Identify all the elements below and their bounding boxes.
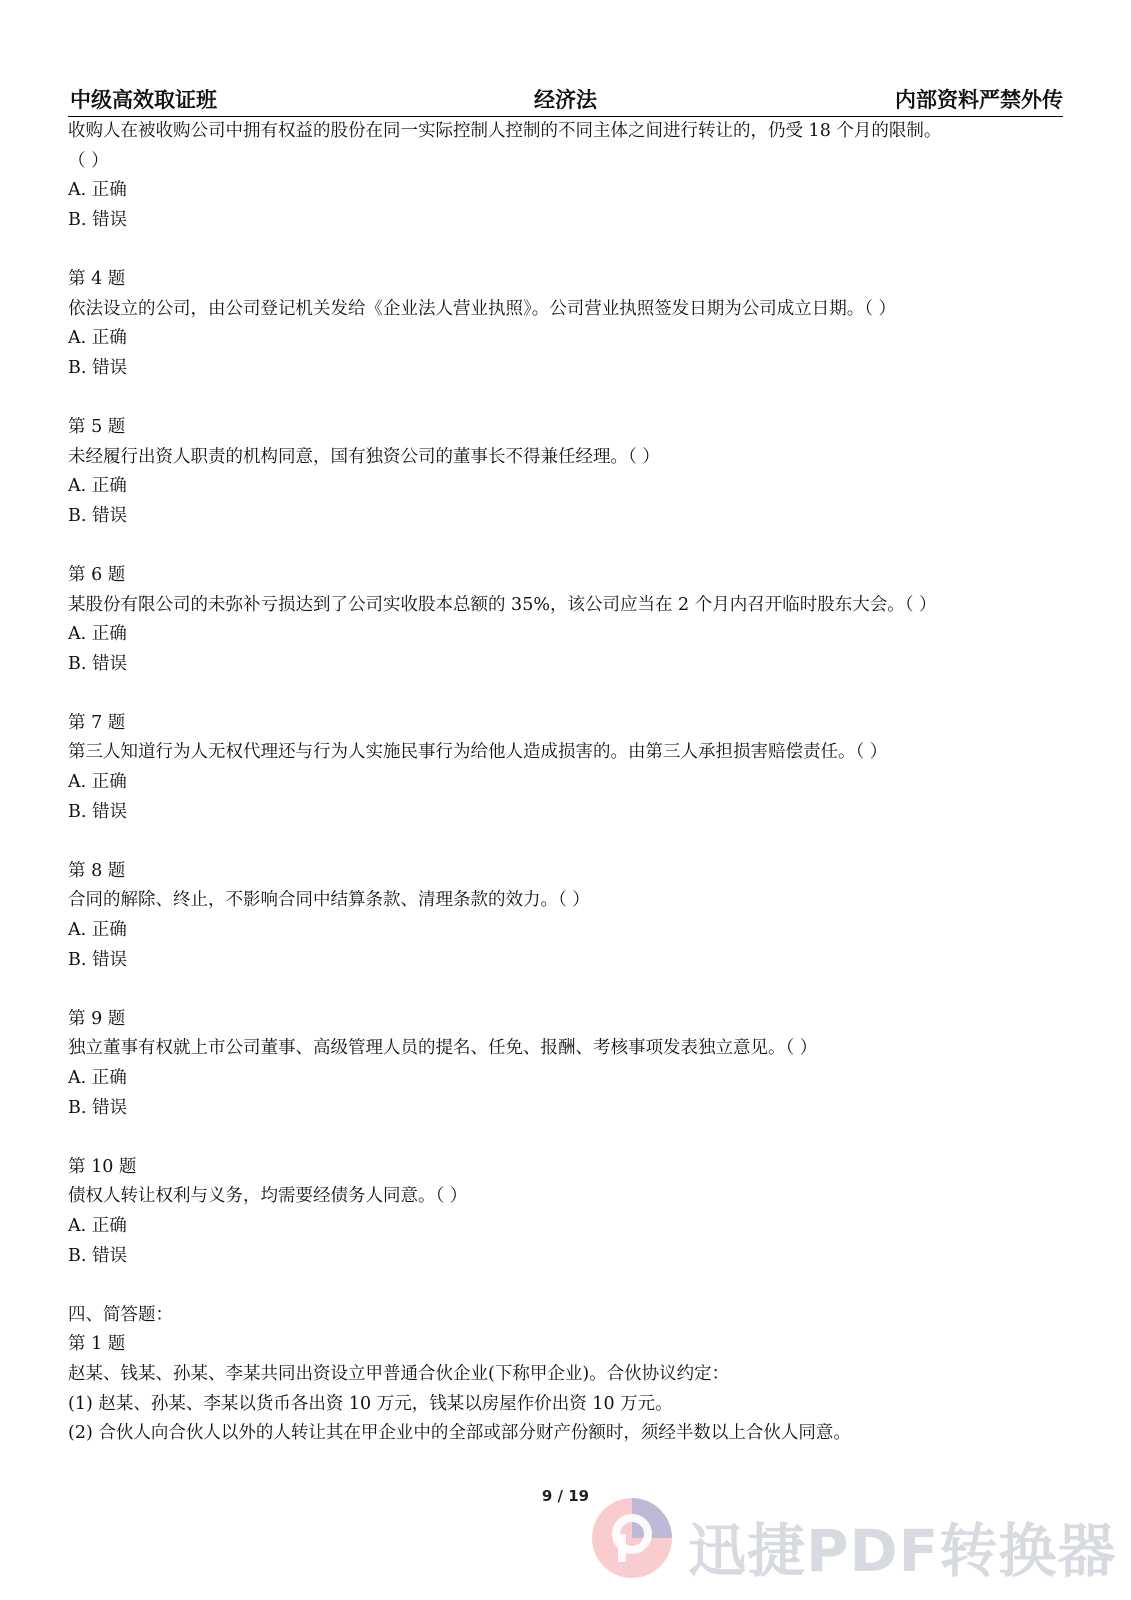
text-line: 第 9 题 [68, 1008, 126, 1029]
text-line: 独立董事有权就上市公司董事、高级管理人员的提名、任免、报酬、考核事项发表独立意见。（ ） [68, 1038, 818, 1059]
blank-line [68, 383, 1063, 413]
text-line: 第 6 题 [68, 564, 126, 585]
text-line: 第 1 题 [68, 1334, 126, 1355]
text-line: (2) 合伙人向合伙人以外的人转让其在甲企业中的全部或部分财产份额时，须经半数以上合伙人同意。 [68, 1423, 851, 1444]
text-line: A. 正确 [68, 1068, 127, 1088]
text-line: B. 错误 [68, 653, 127, 674]
text-line: （ ） [68, 150, 109, 171]
document-body [68, 117, 1063, 1449]
text-line: 四、简答题： [68, 1304, 173, 1325]
text-line: 第 10 题 [68, 1156, 137, 1177]
text-line: 第 4 题 [68, 268, 126, 289]
text-line: A. 正确 [68, 328, 127, 349]
xunjie-logo-icon [588, 1494, 676, 1582]
text-line: A. 正确 [68, 920, 127, 941]
page-number: 9 / 19 [541, 1487, 590, 1505]
text-line: B. 错误 [68, 1245, 127, 1266]
text-line: 债权人转让权利与义务，均需要经债务人同意。（ ） [68, 1186, 468, 1207]
page-header [68, 80, 1063, 117]
blank-line [68, 1271, 1063, 1301]
blank-line [68, 975, 1063, 1005]
text-line: A. 正确 [68, 476, 127, 497]
blank-line [68, 235, 1063, 265]
blank-line [68, 1123, 1063, 1153]
watermark-text: 迅捷PDF转换器 [688, 1517, 1117, 1585]
text-line: B. 错误 [68, 505, 127, 526]
blank-line [68, 827, 1063, 857]
blank-line [68, 679, 1063, 709]
header-course-title: 中级高效取证班 [70, 88, 217, 112]
text-line: 依法设立的公司，由公司登记机关发给《企业法人营业执照》。公司营业执照签发日期为公司成立日期。（ ） [68, 298, 897, 319]
text-line: A. 正确 [68, 1215, 127, 1236]
text-line: 赵某、钱某、孙某、李某共同出资设立甲普通合伙企业(下称甲企业)。合伙协议约定： [68, 1363, 730, 1384]
text-line: B. 错误 [68, 1097, 127, 1118]
text-line: 第 5 题 [68, 416, 126, 437]
text-line: 第 8 题 [68, 860, 126, 881]
text-line: (1) 赵某、孙某、李某以货币各出资 10 万元，钱某以房屋作价出资 10 万元。 [68, 1393, 673, 1414]
text-line: 收购人在被收购公司中拥有权益的股份在同一实际控制人控制的不同主体之间进行转让的，仍受 18 个月的限制。 [68, 121, 942, 141]
text-line: A. 正确 [68, 180, 127, 201]
text-line: 第 7 题 [68, 712, 126, 733]
text-line: B. 错误 [68, 357, 127, 378]
text-line: B. 错误 [68, 949, 127, 970]
text-line: A. 正确 [68, 624, 127, 645]
text-line: 合同的解除、终止，不影响合同中结算条款、清理条款的效力。（ ） [68, 890, 590, 911]
text-line: B. 错误 [68, 801, 127, 822]
text-line: A. 正确 [68, 772, 127, 793]
header-subject: 经济法 [534, 88, 597, 112]
text-line: 未经履行出资人职责的机构同意，国有独资公司的董事长不得兼任经理。（ ） [68, 446, 660, 467]
header-confidential-note: 内部资料严禁外传 [895, 88, 1063, 112]
text-line: B. 错误 [68, 209, 127, 230]
blank-line [68, 531, 1063, 561]
watermark [588, 1488, 1117, 1588]
text-line: 第三人知道行为人无权代理还与行为人实施民事行为给他人造成损害的。由第三人承担损害赔偿责任。（ ） [68, 742, 888, 763]
text-line: 某股份有限公司的未弥补亏损达到了公司实收股本总额的 35%，该公司应当在 2 个月内召开临时股东大会。（ ） [68, 594, 937, 615]
